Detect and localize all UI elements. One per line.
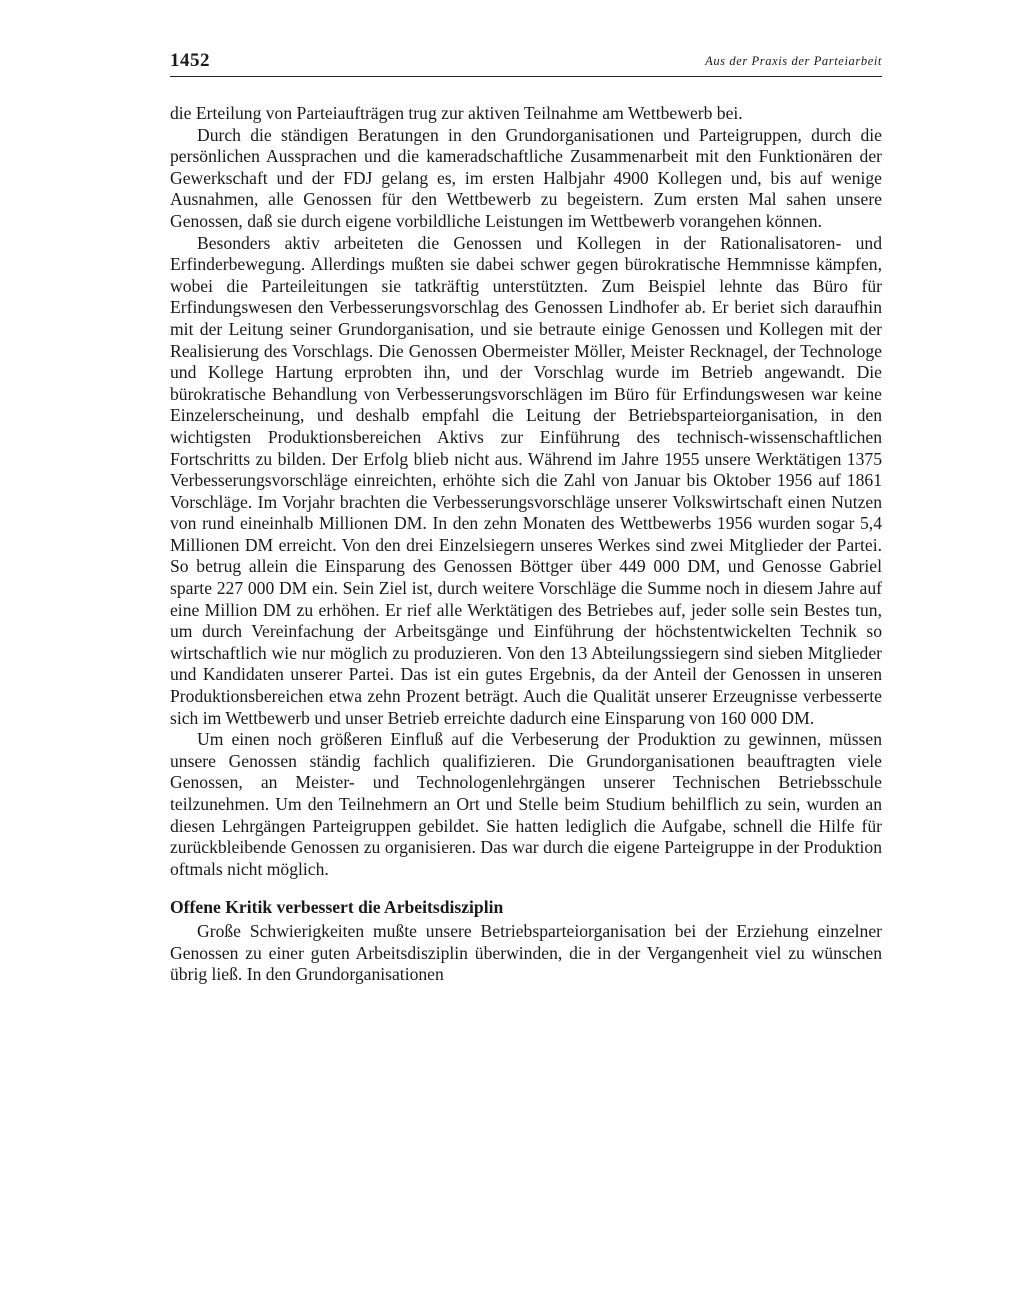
document-page: [170, 46, 882, 986]
running-title: Aus der Praxis der Parteiarbeit: [705, 54, 882, 68]
paragraph: Um einen noch größeren Einfluß auf die Verbeserung der Produktion zu gewinnen, müssen unsere Genossen ständig fachlich qualifizieren. Die Grundorganisationen beauftragten viele Genossen, an Meister- und Technologenlehrgängen unserer Technischen Betriebsschule teilzunehmen. Um den Teilnehmern an Ort und Stelle beim Studium behilflich zu sein, wurden an diesen Lehrgängen Parteigruppen gebildet. Sie hatten lediglich die Aufgabe, schnell die Hilfe für zurückbleibende Genossen zu organisieren. Das war durch die eigene Parteigruppe in der Produktion oftmals nicht möglich.: [170, 729, 882, 879]
paragraph-continued: die Erteilung von Parteiaufträgen trug zur aktiven Teilnahme am Wettbewerb bei.: [170, 103, 743, 123]
section-heading: Offene Kritik verbessert die Arbeitsdisziplin: [170, 897, 504, 918]
section-paragraph: Große Schwierigkeiten mußte unsere Betriebsparteiorganisation bei der Erziehung einzelner Genossen zu einer guten Arbeitsdisziplin überwinden, die in der Vergangenheit viel zu wünschen übrig ließ. In den Grundorganisationen: [170, 920, 882, 985]
page-header: [170, 46, 882, 77]
paragraph: Durch die ständigen Beratungen in den Grundorganisationen und Parteigruppen, durch die persönlichen Aussprachen und die kameradschaftliche Zusammenarbeit mit den Funktionären der Gewerkschaft und der FDJ gelang es, im ersten Halbjahr 4900 Kollegen und, bis auf wenige Ausnahmen, alle Genossen für den Wettbewerb zu begeistern. Zum ersten Mal sahen unsere Genossen, daß sie durch eigene vorbildliche Leistungen im Wettbewerb vorangehen können.: [170, 124, 882, 231]
body-text: [170, 103, 882, 986]
page-number: 1452: [170, 50, 210, 71]
paragraph: Besonders aktiv arbeiteten die Genossen und Kollegen in der Rationalisatoren- und Erfinderbewegung. Allerdings mußten sie dabei schwer gegen bürokratische Hemmnisse kämpfen, wobei die Parteileitungen sie tatkräftig unterstützten. Zum Beispiel lehnte das Büro für Erfindungswesen den Verbesserungsvorschlag des Genossen Lindhofer ab. Er beriet sich daraufhin mit der Leitung seiner Grundorganisation, und sie betraute einige Genossen und Kollegen mit der Realisierung des Vorschlags. Die Genossen Obermeister Möller, Meister Recknagel, der Technologe und Kollege Hartung erprobten ihn, und der Vorschlag wurde im Betrieb angewandt. Die bürokratische Behandlung von Verbesserungsvorschlägen im Büro für Erfindungswesen war keine Einzelerscheinung, und deshalb empfahl die Leitung der Betriebsparteiorganisation, in den wichtigsten Produktionsbereichen Aktivs zur Einführung des technisch-wissenschaftlichen Fortschritts zu bilden. Der Erfolg blieb nicht aus. Während im Jahre 1955 unsere Werktätigen 1375 Verbesserungsvorschläge einreichten, erhöhte sich die Zahl von Januar bis Oktober 1956 auf 1861 Vorschläge. Im Vorjahr brachten die Verbesserungsvorschläge unserer Volkswirtschaft einen Nutzen von rund eineinhalb Millionen DM. In den zehn Monaten des Wettbewerbs 1956 wurden sogar 5,4 Millionen DM erreicht. Von den drei Einzelsiegern unseres Werkes sind zwei Mitglieder der Partei. So betrug allein die Einsparung des Genossen Böttger über 449 000 DM, und Genosse Gabriel sparte 227 000 DM ein. Sein Ziel ist, durch weitere Vorschläge die Summe noch in diesem Jahre auf eine Million DM zu erhöhen. Er rief alle Werktätigen des Betriebes auf, jeder solle sein Bestes tun, um durch Vereinfachung der Arbeitsgänge und Einführung der höchstentwickelten Technik so wirtschaftlich wie nur möglich zu produzieren. Von den 13 Abteilungssiegern sind sieben Mitglieder und Kandidaten unserer Partei. Das ist ein gutes Ergebnis, da der Anteil der Genossen in unseren Produktionsbereichen etwa zehn Prozent beträgt. Auch die Qualität unserer Erzeugnisse verbesserte sich im Wettbewerb und unser Betrieb erreichte dadurch eine Einsparung von 160 000 DM.: [170, 232, 882, 728]
